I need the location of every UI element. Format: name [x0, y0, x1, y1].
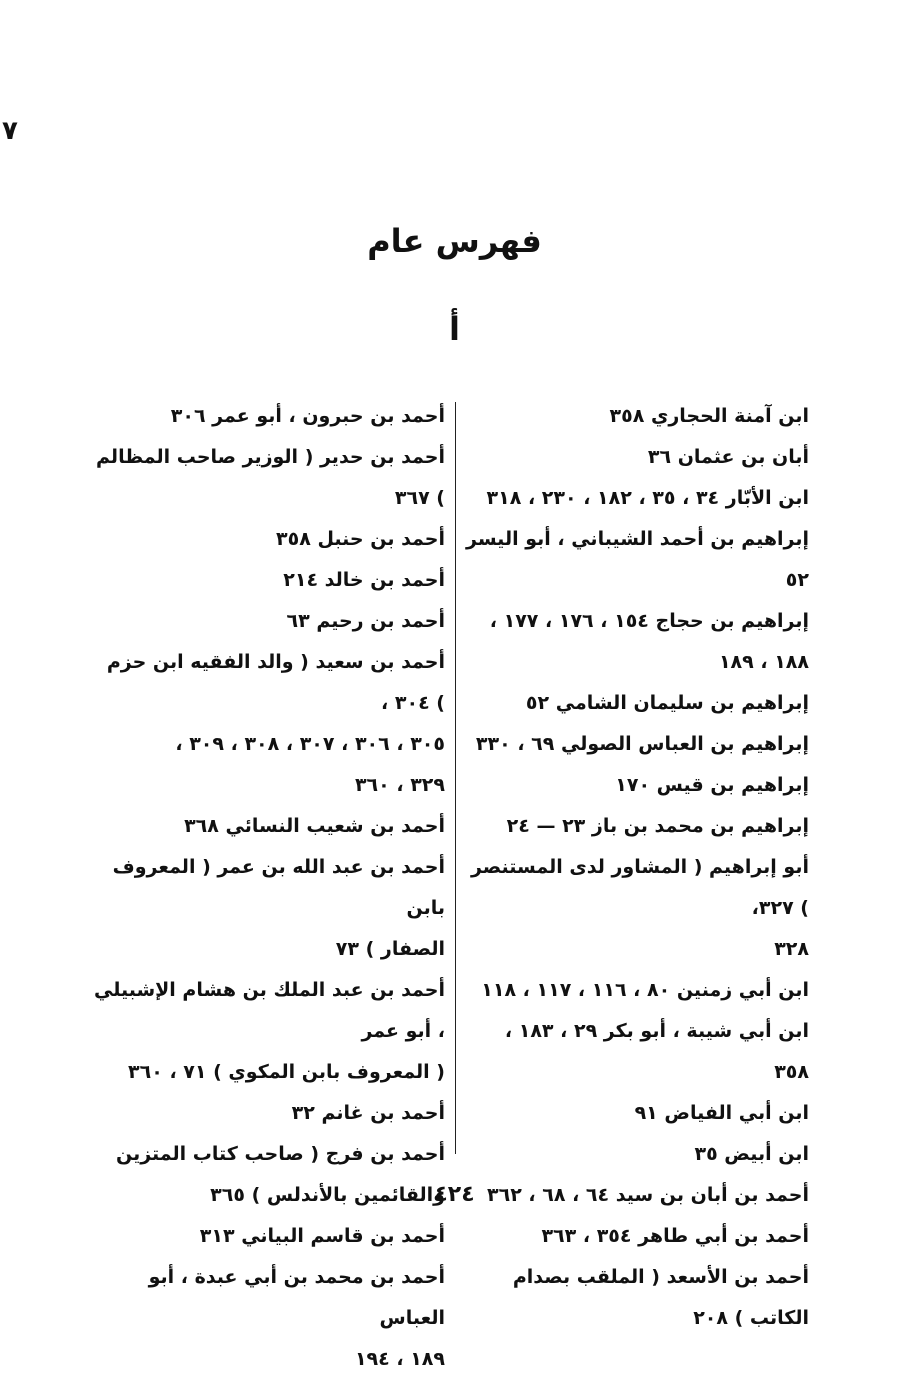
section-letter: أ	[449, 310, 460, 348]
index-entry: ابن آمنة الحجاري ٣٥٨	[609, 405, 809, 427]
index-column-left	[93, 396, 445, 1380]
index-entry: إبراهيم بن العباس الصولي ٦٩ ، ٣٣٠	[475, 733, 809, 755]
index-entry: أحمد بن فرج ( صاحب كتاب المتزين	[115, 1143, 445, 1165]
index-entry: أبو إبراهيم ( المشاور لدى المستنصر ) ٣٢٧،	[470, 856, 809, 919]
index-entry: أحمد بن شعيب النسائي ٣٦٨	[184, 815, 445, 837]
index-entry: إبراهيم بن أحمد الشيباني ، أبو اليسر ٥٢	[466, 528, 809, 591]
index-entry: أحمد بن الأسعد ( الملقب بصدام الكاتب ) ٢٠٨	[512, 1266, 809, 1329]
index-entry: إبراهيم بن حجاج ١٥٤ ، ١٧٦ ، ١٧٧ ،	[489, 610, 809, 632]
index-entry: أحمد بن سعيد ( والد الفقيه ابن حزم ) ٣٠٤ ،	[106, 651, 445, 714]
index-entry: إبراهيم بن سليمان الشامي ٥٢	[525, 692, 809, 714]
index-entry-continuation: ٣٢٩ ، ٣٦٠	[354, 774, 445, 796]
index-entry-continuation: ( المعروف بابن المكوي ) ٧١ ، ٣٦٠	[128, 1061, 445, 1083]
index-entry: أحمد بن عبد الله بن عمر ( المعروف بابن	[112, 856, 445, 919]
index-entry: إبراهيم بن قيس ١٧٠	[615, 774, 809, 796]
index-entry: أحمد بن خالد ٢١٤	[283, 569, 445, 591]
index-entry: أحمد بن أبي طاهر ٣٥٤ ، ٣٦٣	[541, 1225, 809, 1247]
index-entry: ابن أبي الفياض ٩١	[634, 1102, 809, 1124]
page-number: ٤٢٤	[434, 1182, 475, 1207]
index-entry: أحمد بن غانم ٣٢	[291, 1102, 445, 1124]
index-entry: أحمد بن محمد بن أبي عبدة ، أبو العباس	[148, 1266, 445, 1329]
index-entry-continuation: والقائمين بالأندلس ) ٣٦٥	[210, 1184, 445, 1206]
index-entry: أحمد بن عبد الملك بن هشام الإشبيلي ، أبو عمر	[93, 979, 445, 1042]
index-entry: أحمد بن حنبل ٣٥٨	[276, 528, 445, 550]
index-entry-continuation: ٣٠٥ ، ٣٠٦ ، ٣٠٧ ، ٣٠٨ ، ٣٠٩ ،	[175, 733, 445, 755]
index-entry: ابن الأبّار ٣٤ ، ٣٥ ، ١٨٢ ، ٢٣٠ ، ٣١٨	[486, 487, 809, 509]
index-entry: أحمد بن حبرون ، أبو عمر ٣٠٦	[170, 405, 445, 427]
column-divider	[455, 402, 456, 1154]
index-entry: ابن أبي شيبة ، أبو بكر ٢٩ ، ١٨٣ ، ٣٥٨	[504, 1020, 809, 1083]
index-entry: ابن أبيض ٣٥	[694, 1143, 809, 1165]
index-entry: أحمد بن قاسم البياني ٣١٣	[199, 1225, 445, 1247]
index-entry-continuation: ٣٢٨	[774, 938, 809, 960]
index-entry: أحمد بن رحيم ٦٣	[286, 610, 445, 632]
index-entry: أبان بن عثمان ٣٦	[647, 446, 809, 468]
index-entry: ابن أبي زمنين ٨٠ ، ١١٦ ، ١١٧ ، ١١٨	[481, 979, 809, 1001]
index-entry-continuation: الصفار ) ٧٣	[335, 938, 445, 960]
index-entry: أحمد بن أبان بن سيد ٦٤ ، ٦٨ ، ٣٦٢	[487, 1184, 809, 1206]
index-entry-continuation: ١٨٨ ، ١٨٩	[718, 651, 809, 673]
corner-mark: ٧	[2, 116, 18, 146]
index-entry-continuation: ١٨٩ ، ١٩٤	[354, 1348, 445, 1370]
index-entry: أحمد بن حدير ( الوزير صاحب المظالم ) ٣٦٧	[96, 446, 445, 509]
index-entry: إبراهيم بن محمد بن باز ٢٣ — ٢٤	[506, 815, 809, 837]
page-title: فهرس عام	[367, 222, 542, 260]
